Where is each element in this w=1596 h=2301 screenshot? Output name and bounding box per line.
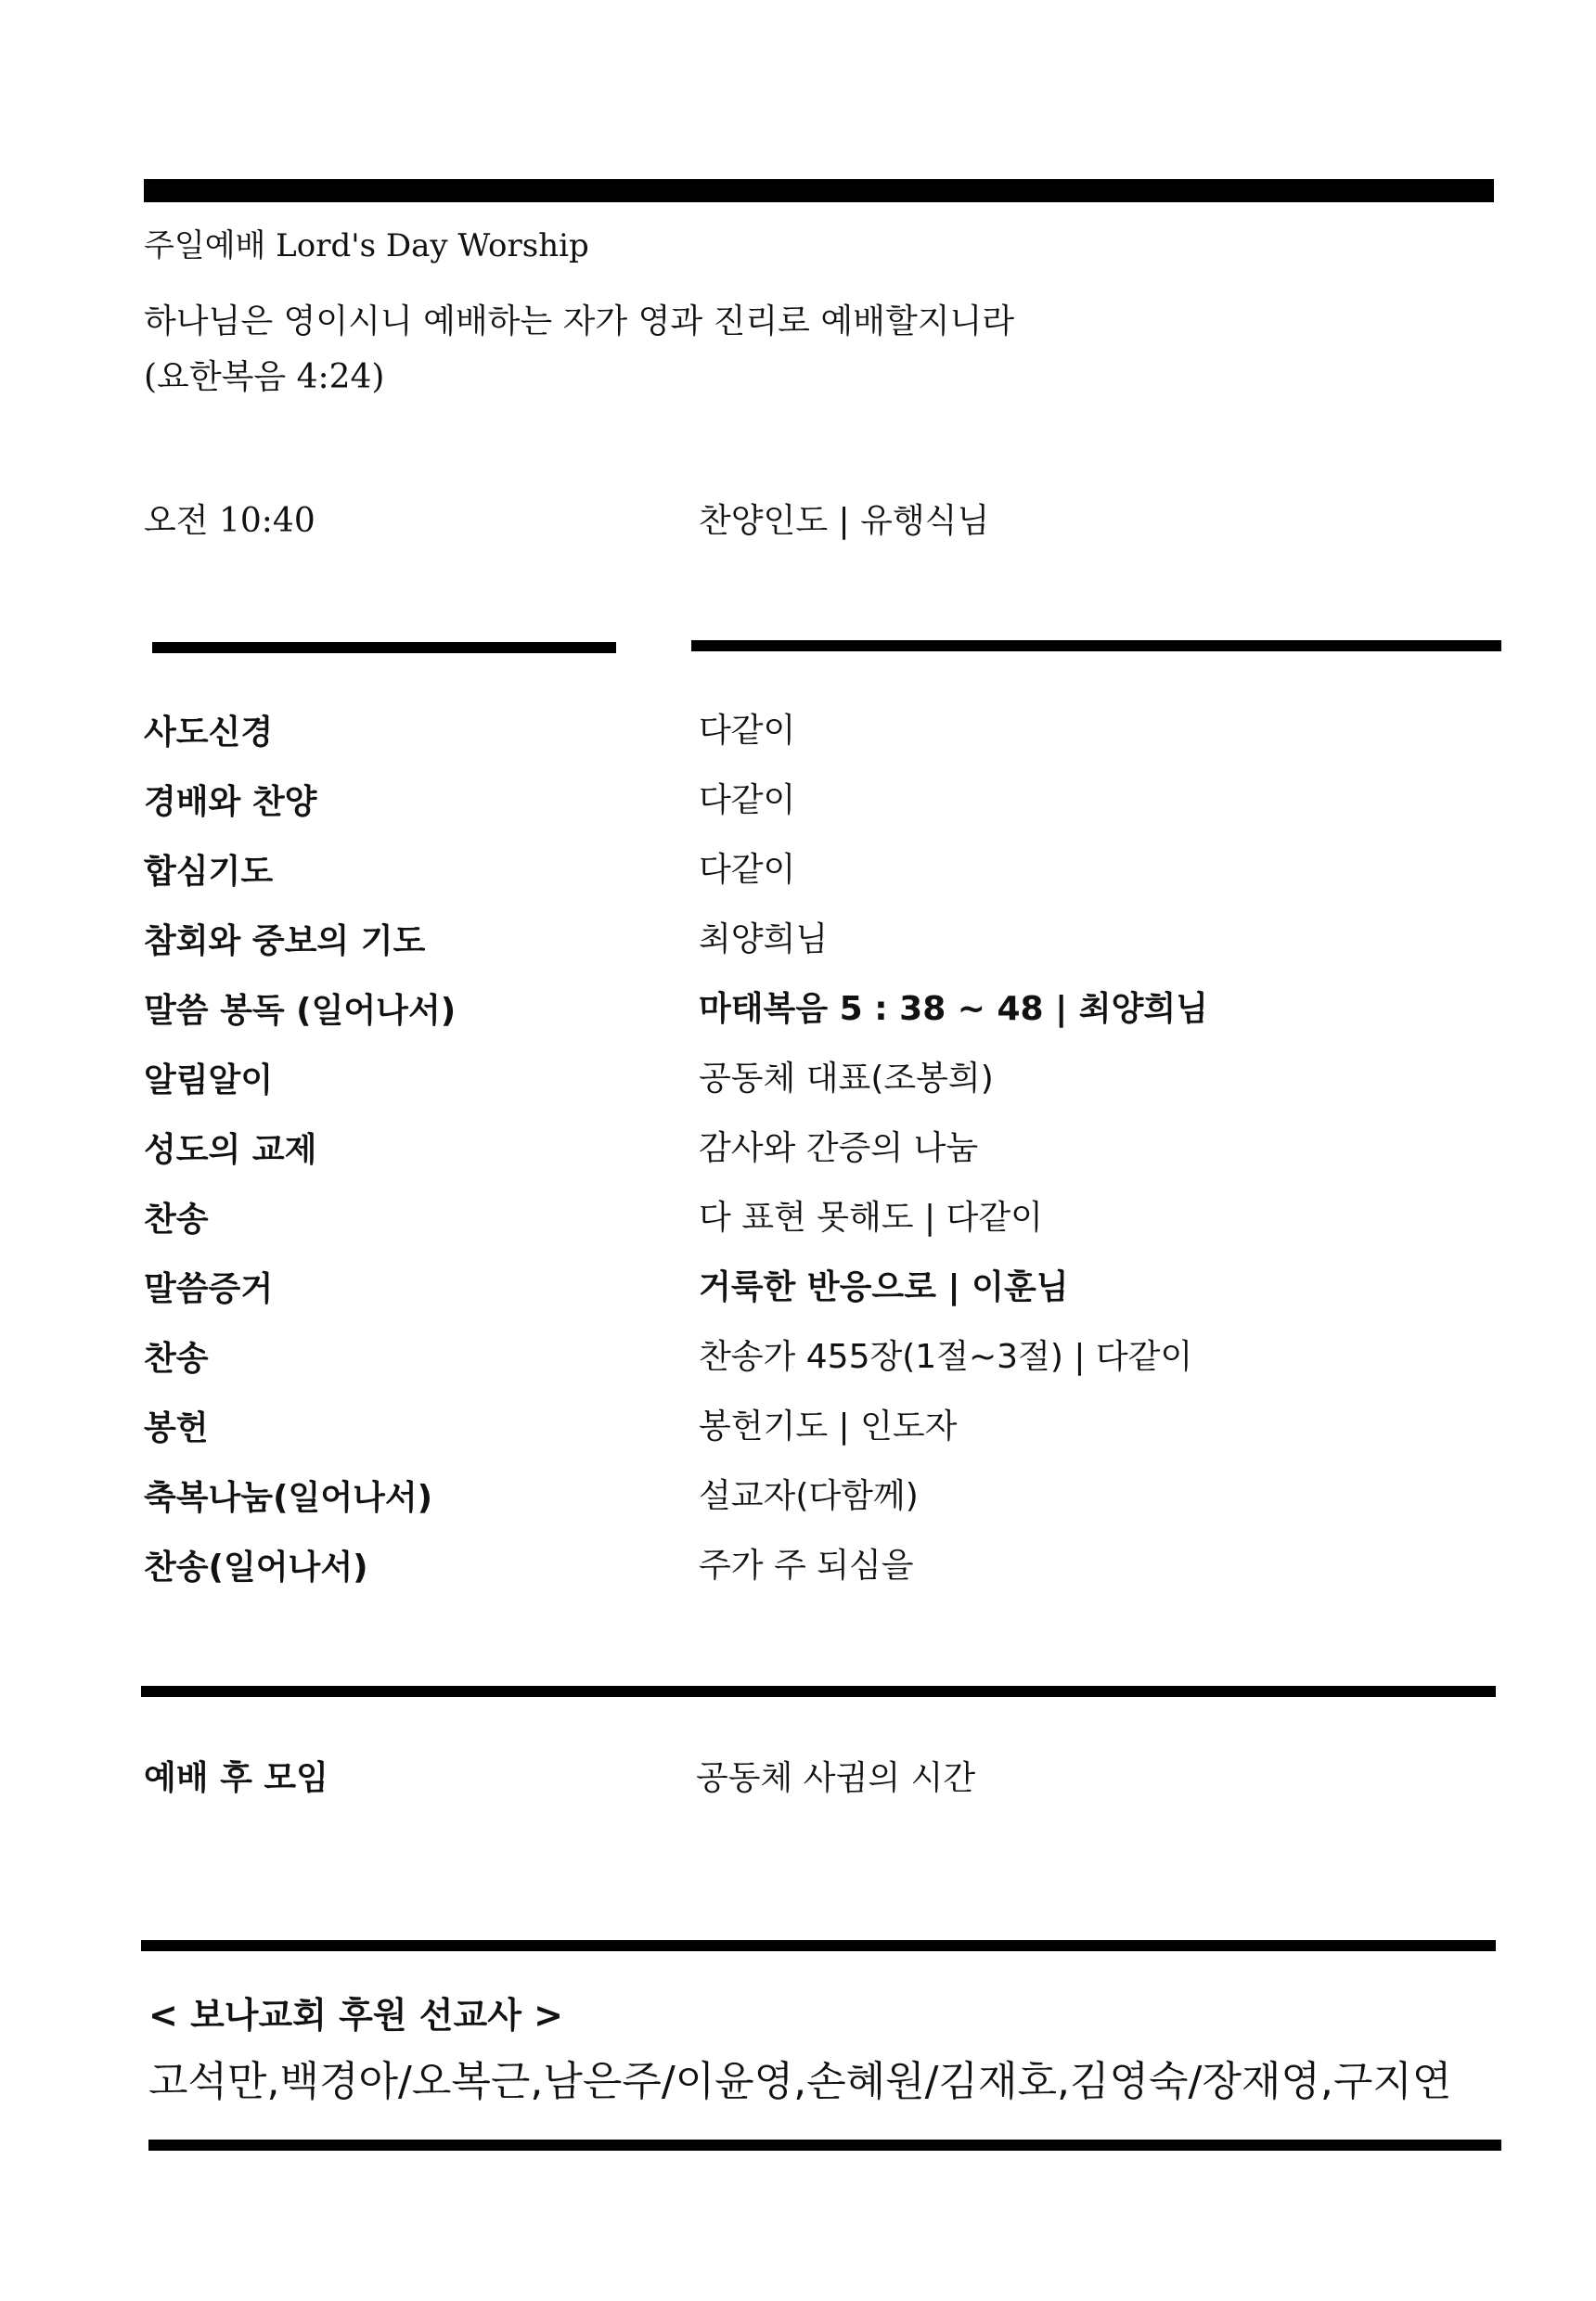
order-detail: 다같이 [699, 712, 796, 750]
section-divider [141, 1940, 1496, 1951]
order-detail: 최양희님 [699, 920, 829, 958]
order-item: 사도신경 [144, 713, 274, 752]
service-time: 오전 10:40 [144, 502, 315, 540]
bottom-divider [148, 2140, 1501, 2151]
order-item: 말씀증거 [144, 1270, 274, 1308]
section-divider [141, 1686, 1496, 1697]
order-item: 찬송 [144, 1340, 209, 1378]
order-item: 축복나눔(일어나서) [144, 1479, 433, 1517]
worship-leader: 찬양인도 | 유행식님 [699, 502, 990, 540]
order-item: 참회와 중보의 기도 [144, 922, 426, 960]
order-detail: 설교자(다함께) [699, 1477, 919, 1515]
order-item: 합심기도 [144, 853, 274, 891]
after-service-value: 공동체 사귐의 시간 [696, 1759, 976, 1797]
order-detail: 찬송가 455장(1절~3절) | 다같이 [699, 1338, 1193, 1376]
missionaries-heading: < 보나교회 후원 선교사 > [148, 1995, 563, 2036]
order-item: 찬송(일어나서) [144, 1549, 368, 1587]
missionaries-list: 고석만,백경아/오복근,남은주/이윤영,손혜원/김재호,김영숙/장재영,구지연 [148, 2058, 1452, 2105]
order-detail: 다 표현 못해도 | 다같이 [699, 1199, 1043, 1237]
order-detail: 거룩한 반응으로 | 이훈님 [699, 1268, 1069, 1306]
order-detail: 주가 주 되심을 [699, 1547, 914, 1585]
section-divider-right [691, 640, 1501, 651]
order-detail: 봉헌기도 | 인도자 [699, 1408, 958, 1446]
order-detail: 감사와 간증의 나눔 [699, 1129, 979, 1167]
section-divider-left [152, 642, 616, 653]
order-detail: 다같이 [699, 851, 796, 889]
order-item: 알림알이 [144, 1061, 274, 1099]
scripture-verse: 하나님은 영이시니 예배하는 자가 영과 진리로 예배할지니라 [144, 302, 1015, 341]
after-service-label: 예배 후 모임 [144, 1759, 328, 1797]
top-divider [144, 179, 1494, 202]
order-item: 찬송 [144, 1201, 209, 1239]
scripture-reference: (요한복음 4:24) [144, 358, 385, 396]
order-item: 말씀 봉독 (일어나서) [144, 992, 457, 1030]
order-detail: 마태복음 5 : 38 ~ 48 | 최양희님 [699, 990, 1208, 1028]
order-item: 경배와 찬양 [144, 783, 317, 821]
order-item: 성도의 교제 [144, 1131, 317, 1169]
order-detail: 다같이 [699, 781, 796, 819]
worship-title: 주일예배 Lord's Day Worship [144, 227, 589, 264]
order-detail: 공동체 대표(조봉희) [699, 1060, 994, 1098]
order-item: 봉헌 [144, 1409, 209, 1447]
